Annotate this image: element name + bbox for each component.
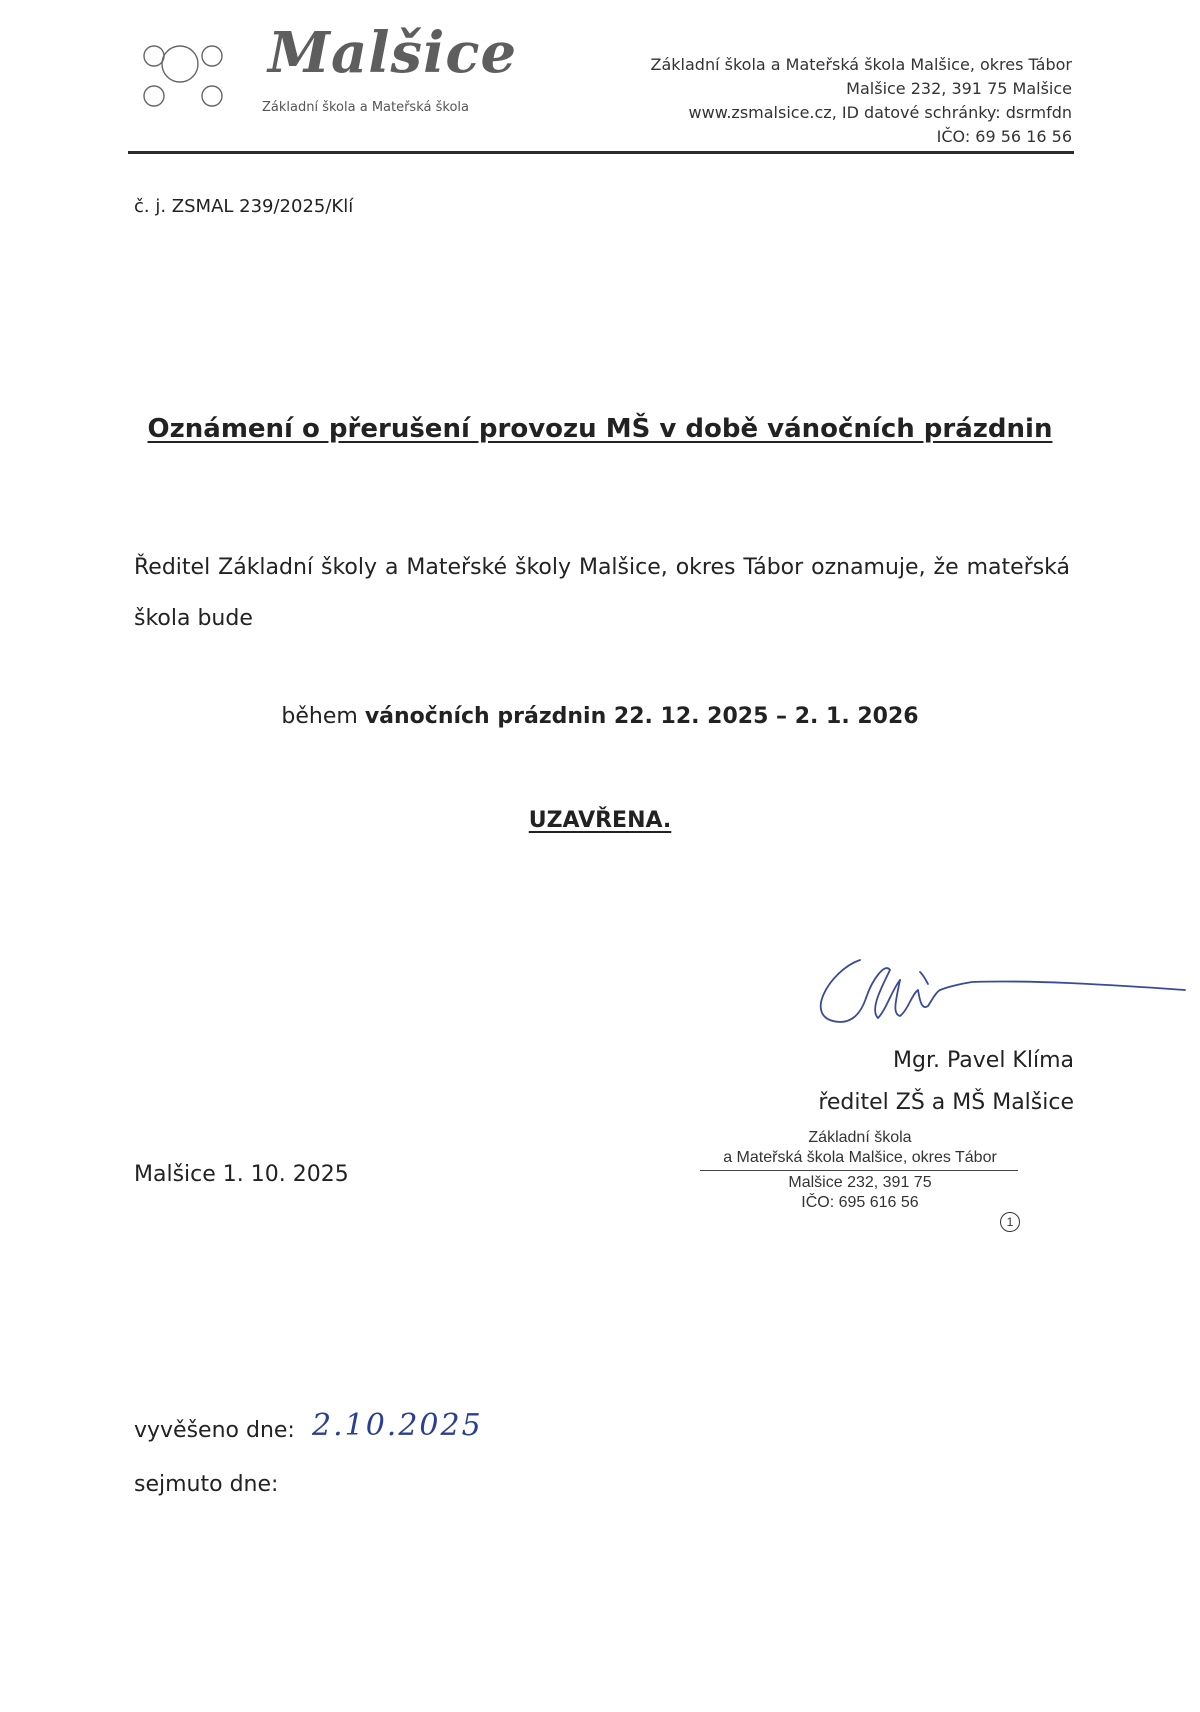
closure-period [0, 704, 1200, 729]
stamp-line-1: Základní škola [808, 1129, 912, 1146]
closure-period-dates: vánočních prázdnin 22. 12. 2025 – 2. 1. 2026 [364, 704, 919, 729]
posted-date-handwritten: 2.10.2025 [312, 1408, 483, 1443]
header-divider [128, 151, 1074, 154]
official-stamp [690, 1128, 1030, 1229]
school-name: Základní škola a Mateřská škola Malšice, okres Tábor [650, 55, 1072, 74]
place-and-date: Malšice 1. 10. 2025 [134, 1162, 349, 1187]
school-ico: IČO: 69 56 16 56 [936, 127, 1072, 146]
closed-notice: UZAVŘENA. [528, 808, 672, 833]
logo-circles-icon [140, 44, 260, 116]
signer-position: ředitel ZŠ a MŠ Malšice [818, 1090, 1074, 1115]
reference-number: č. j. ZSMAL 239/2025/Klí [134, 196, 354, 217]
logo-subtitle: Základní škola a Mateřská škola [262, 100, 469, 115]
removed-label: sejmuto dne: [134, 1472, 279, 1497]
stamp-line-3: Malšice 232, 391 75 [788, 1174, 932, 1191]
announcement-paragraph: Ředitel Základní školy a Mateřské školy Malšice, okres Tábor oznamuje, že mateřská škola bude [134, 555, 1070, 631]
school-address: Malšice 232, 391 75 Malšice [846, 79, 1072, 98]
stamp-number-badge: 1 [1000, 1212, 1020, 1232]
stamp-line-4: IČO: 695 616 56 [801, 1194, 919, 1211]
posted-label: vyvěšeno dne: [134, 1418, 295, 1443]
closure-period-prefix: během [281, 704, 365, 729]
stamp-rule [700, 1170, 1018, 1171]
signer-block [818, 1040, 1074, 1124]
school-web-databox: www.zsmalsice.cz, ID datové schránky: dsrmfdn [688, 103, 1072, 122]
document-title: Oznámení o přerušení provozu MŠ v době vánočních prázdnin [147, 414, 1053, 444]
stamp-line-2: a Mateřská škola Malšice, okres Tábor [723, 1149, 997, 1166]
logo-wordmark: Malšice [268, 20, 518, 86]
header-contact-block [651, 53, 1072, 149]
signer-name: Mgr. Pavel Klíma [893, 1048, 1074, 1073]
handwritten-signature [800, 950, 1190, 1050]
